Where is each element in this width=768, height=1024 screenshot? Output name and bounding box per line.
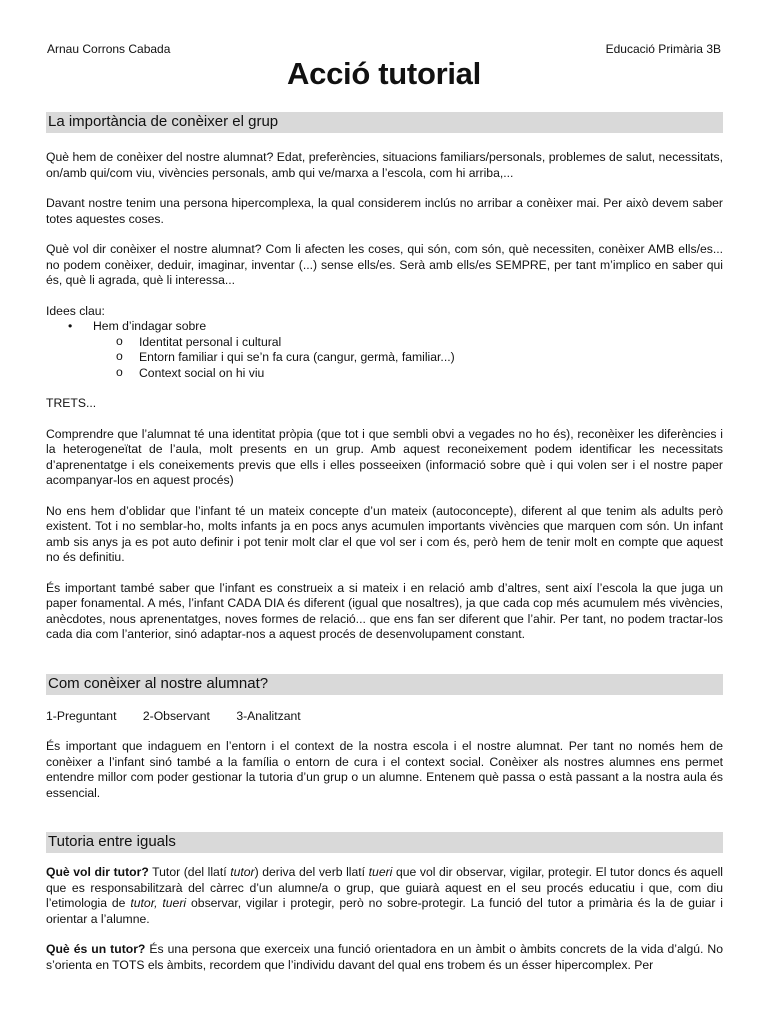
paragraph: És important que indaguem en l’entorn i el context de la nostra escola i el nostre alumnat. Per tant no només hem de conèixer a l’infant sinó també a la família o entorn de cura i el context social. Conèixer als nostres alumnes ens permet entendre millor com poder gestionar la tutoria d’un grup o un alumne. Entenem què passa o està passant a la nostra aula és essencial. xyxy=(46,739,723,800)
step-analyze: 3-Analitzant xyxy=(236,708,301,723)
paragraph: Què hem de conèixer del nostre alumnat? Edat, preferències, situacions familiars/personals, problemes de salut, necessitats, on/amb qui/com viu, vivències personals, amb qui ve/marxa a l’escola, com hi arriba,... xyxy=(46,150,723,180)
question-label: Què és un tutor? xyxy=(46,942,146,956)
section-heading-peer-tutoring: Tutoria entre iguals xyxy=(46,832,723,853)
list-item: • Hem d’indagar sobre xyxy=(68,319,207,333)
paragraph: Comprendre que l’alumnat té una identitat pròpia (que tot i que sembli obvi a vegades no ho és), reconèixer les diferències i la heterogeneïtat de l’aula, molt presents en un grup. Amb aquest reconeixement podem identificar les necessitats d’aprenentatge i els coneixements previs que ells i elles posseeixen (informació sobre què i qui volen ser i el nostre paper acompanyar-los en aquest procés) xyxy=(46,426,723,487)
circle-bullet-icon: o xyxy=(116,364,123,379)
section-heading-knowing: Com conèixer al nostre alumnat? xyxy=(46,674,723,695)
list-item: o Context social on hi viu xyxy=(116,364,265,380)
document-body xyxy=(46,112,723,973)
key-ideas-list xyxy=(46,319,723,381)
author-name: Arnau Corrons Cabada xyxy=(47,42,171,56)
paragraph: És important també saber que l’infant es construeix a si mateix i en relació amb d’altres, sent així l’escola la que juga un paper fonamental. A més, l’infant CADA DIA és diferent (igual que nosaltres), ja que cada cop més acumulem més vivències, anècdotes, nous aprenentatges, noves formes de relació... que ens fan ser diferent que l’ahir. Per tant, no podem tractar-los cada dia com l’anterior, sinó adaptar-nos a aquest procés de desenvolupament constant. xyxy=(46,580,723,641)
section-heading-importance: La importància de conèixer el grup xyxy=(46,112,723,133)
step-ask: 1-Preguntant xyxy=(46,708,117,723)
list-item: o Identitat personal i cultural xyxy=(116,333,282,349)
circle-bullet-icon: o xyxy=(116,333,123,348)
step-observe: 2-Observant xyxy=(142,708,210,723)
steps-line xyxy=(46,709,723,725)
paragraph: No ens hem d’oblidar que l’infant té un mateix concepte d’un mateix (autoconcepte), diferent al que tenim als adults però existent. Tot i no semblar-ho, molts infants ja en pocs anys acumulen importants vivències que marquen com són. Un infant amb sis anys ja es pot auto definir i pot tenir molt clar el que vol ser i com és, però hem de tenir molt en compte que aquest no és definitiu. xyxy=(46,503,723,564)
trets-label: TRETS... xyxy=(46,396,97,410)
ideas-label: Idees clau: xyxy=(46,303,105,318)
paragraph-tutor-definition: Què vol dir tutor? Tutor (del llatí tutor) deriva del verb llatí tueri que vol dir observar, vigilar, protegir. El tutor doncs és aquell que es responsabilitzarà del càrrec d’un alumne/a o grup, que guiarà aquest en el seu procés educatiu i que, com diu l’etimologia de tutor, tueri observar, vigilar i protegir, però no sobre-protegir. La funció del tutor a primària és la de guiar i orientar a l’alumne. xyxy=(46,865,724,926)
paragraph: Què vol dir conèixer el nostre alumnat? Com li afecten les coses, qui són, com són, què necessiten, conèixer AMB ells/es... no podem conèixer, deduir, imaginar, inventar (...) sense ells/es. Serà amb ells/es SEMPRE, per tant m’implico en saber qui és, què li agrada, què li interessa... xyxy=(46,242,723,287)
bullet-icon: • xyxy=(68,319,73,333)
list-item: o Entorn familiar i qui se’n fa cura (cangur, germà, familiar...) xyxy=(116,349,455,364)
question-label: Què vol dir tutor? xyxy=(46,865,149,879)
paragraph: Davant nostre tenim una persona hipercomplexa, la qual considerem inclús no arribar a conèixer mai. Per això devem saber totes aquestes coses. xyxy=(46,196,723,226)
circle-bullet-icon: o xyxy=(116,349,123,363)
course-name: Educació Primària 3B xyxy=(605,42,721,56)
paragraph-what-is-tutor: Què és un tutor? És una persona que exerceix una funció orientadora en un àmbit o àmbits concrets de la vida d’algú. No s’orienta en TOTS els àmbits, recordem que l’individu davant del qual ens trobem és un ésser hipercomplex. Per xyxy=(46,942,723,972)
document-title: Acció tutorial xyxy=(287,56,481,91)
